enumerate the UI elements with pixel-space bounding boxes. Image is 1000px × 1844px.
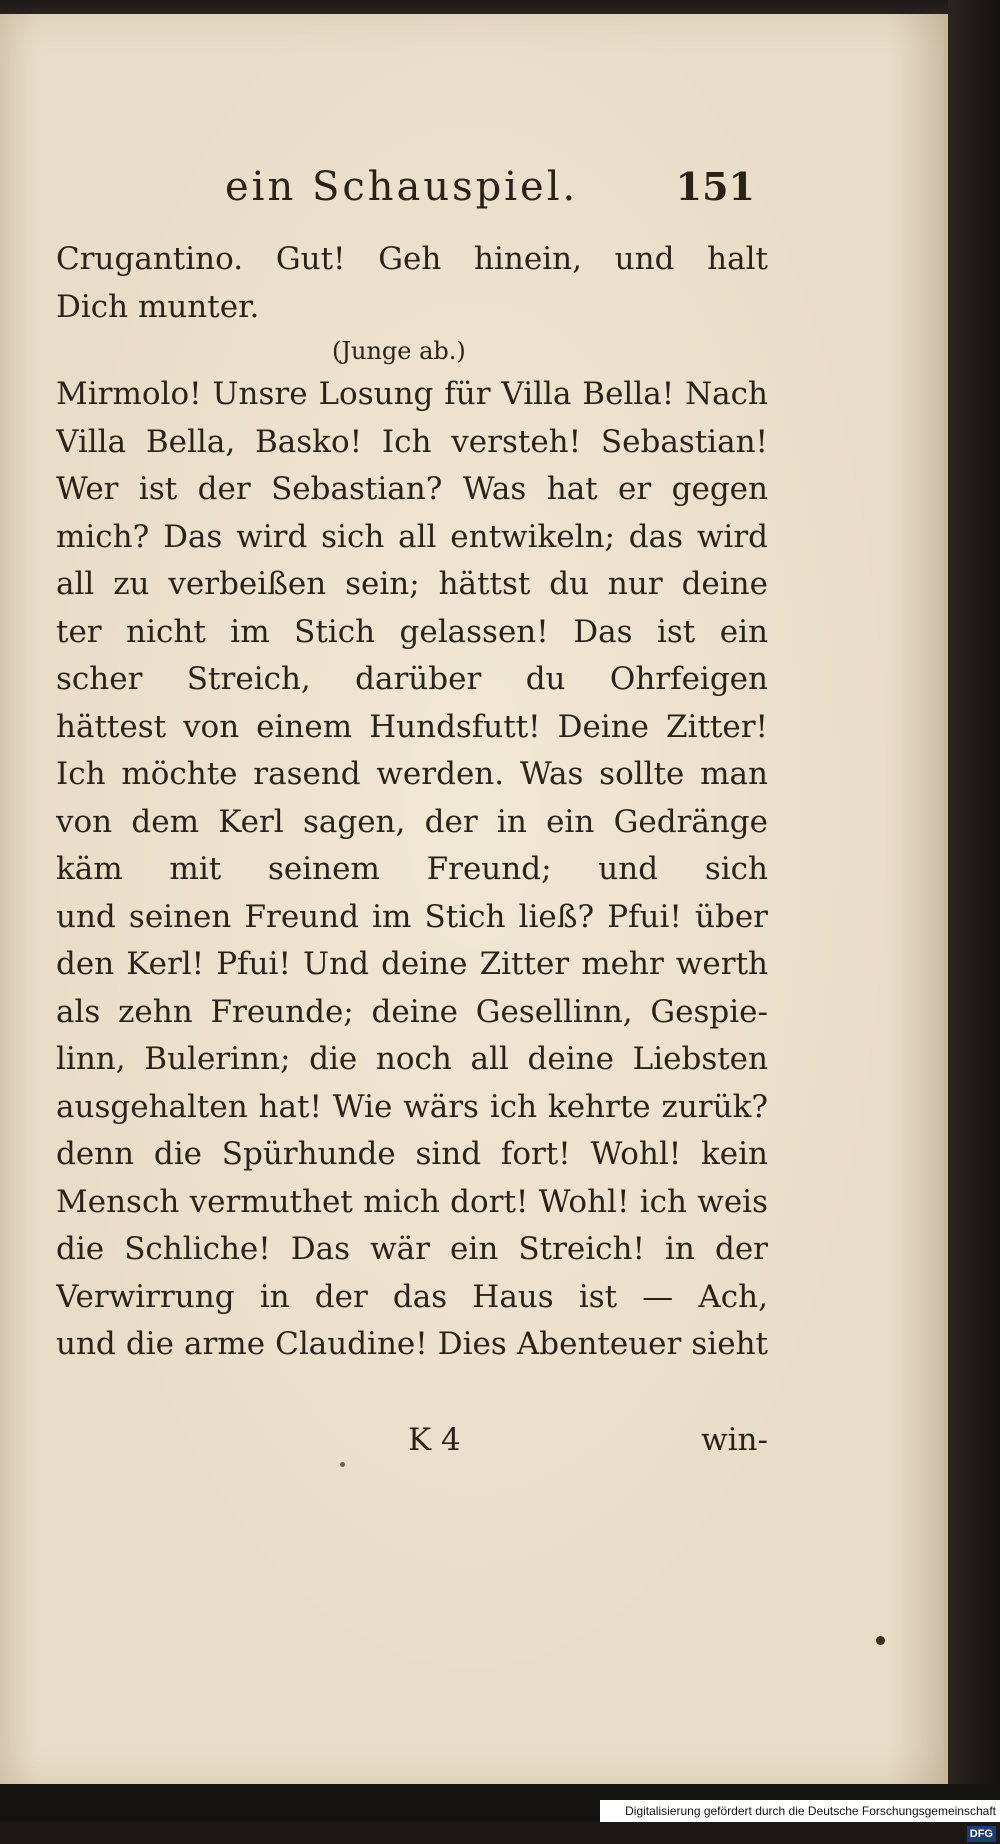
digitization-credit	[600, 1800, 1000, 1840]
text-line: ausgehalten hat! Wie wärs ich kehrte zurük?	[56, 1088, 768, 1125]
text-line: scher Streich, darüber du Ohrfeigen	[56, 661, 768, 697]
text-line: die Schliche! Das wär ein Streich! in der	[56, 1231, 768, 1267]
text-line: denn die Spürhunde sind fort! Wohl! kein	[56, 1136, 768, 1172]
text-line: ter nicht im Stich gelassen! Das ist ein	[56, 613, 768, 650]
text-line: hättest von einem Hundsfutt! Deine Zitter!	[56, 708, 768, 745]
signature-mark: K 4	[408, 1422, 461, 1458]
scan-background-edge	[948, 0, 1000, 1822]
ink-speck	[340, 1462, 345, 1467]
text-line: als zehn Freunde; deine Gesellinn, Gespie-	[56, 993, 768, 1030]
text-line: Ich möchte rasend werden. Was sollte man	[56, 756, 768, 792]
text-line: von dem Kerl sagen, der in ein Gedränge	[56, 803, 768, 840]
dfg-logo: DFG	[967, 1826, 996, 1842]
text-line: all zu verbeißen sein; hättst du nur deine	[56, 566, 768, 602]
speaker-line: Crugantino. Gut! Geh hinein, und halt	[56, 241, 768, 277]
page-number: 151	[675, 164, 755, 209]
credit-text: Digitalisierung gefördert durch die Deutsche Forschungsgemeinschaft	[625, 1804, 996, 1818]
text-line: Dich munter.	[56, 288, 260, 325]
text-line: und seinen Freund im Stich ließ? Pfui! über	[56, 898, 768, 935]
page-footer	[56, 1422, 768, 1466]
text-line: Mensch vermuthet mich dort! Wohl! ich weis	[56, 1183, 768, 1220]
text-line: Mirmolo! Unsre Losung für Villa Bella! Nach	[56, 376, 768, 412]
page-header	[225, 164, 755, 214]
text-line: Verwirrung in der das Haus ist — Ach,	[56, 1278, 768, 1315]
text-line: linn, Bulerinn; die noch all deine Liebsten	[56, 1041, 768, 1077]
catchword: win-	[701, 1422, 768, 1458]
text-line: mich? Das wird sich all entwikeln; das wird	[56, 518, 768, 555]
text-line: den Kerl! Pfui! Und deine Zitter mehr werth	[56, 946, 768, 982]
running-head: ein Schauspiel.	[225, 164, 579, 210]
text-line: käm mit seinem Freund; und sich	[56, 851, 768, 887]
stage-direction: (Junge ab.)	[332, 337, 466, 365]
body-text	[56, 236, 768, 1369]
book-page	[0, 14, 948, 1784]
text-line: Villa Bella, Basko! Ich versteh! Sebastian!	[56, 423, 768, 460]
text-line: Wer ist der Sebastian? Was hat er gegen	[56, 471, 768, 507]
ink-speck	[876, 1636, 885, 1645]
text-line: und die arme Claudine! Dies Abenteuer sieht	[56, 1326, 768, 1362]
